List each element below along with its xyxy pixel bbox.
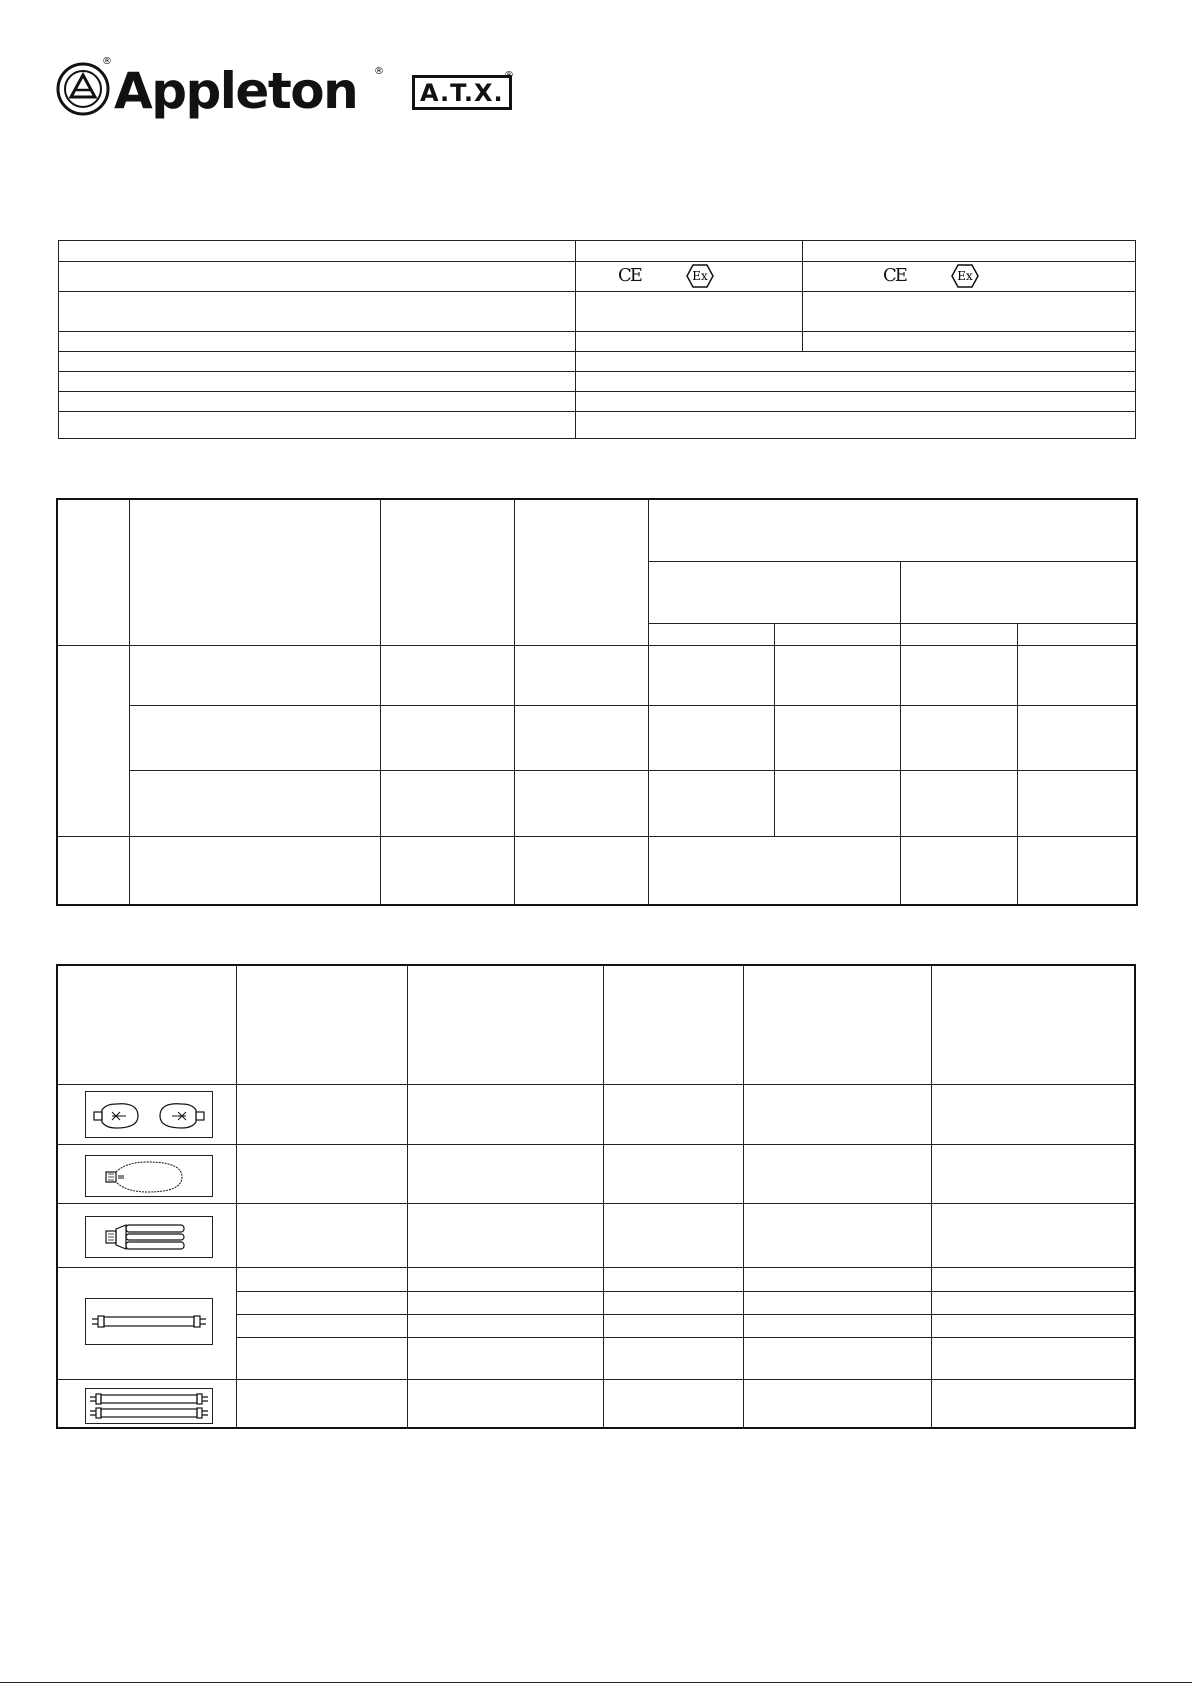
- ex-hexagon-icon: [951, 264, 979, 288]
- table-row: [58, 1204, 1135, 1268]
- footer-rule: [0, 1682, 1192, 1683]
- brand-registered-mark: ®: [374, 66, 384, 77]
- twin-tube-fluorescent-icon: [85, 1388, 213, 1424]
- table-row: [59, 352, 1136, 372]
- table-row: [58, 771, 1137, 837]
- table-row: [58, 706, 1137, 771]
- incandescent-bulbs-icon: [85, 1091, 213, 1138]
- table-row: [58, 646, 1137, 706]
- marking-cell: [803, 262, 1136, 292]
- compact-fluorescent-icon: [85, 1216, 213, 1258]
- table-row: [59, 412, 1136, 439]
- table-row: [59, 332, 1136, 352]
- table-row: [58, 837, 1137, 905]
- emblem-registered-mark: ®: [102, 56, 112, 67]
- table-row: [58, 1268, 1135, 1292]
- ex-mark-text: Ex: [692, 269, 708, 283]
- table-row: [59, 372, 1136, 392]
- tube-fluorescent-icon: [85, 1298, 213, 1345]
- table-row: [59, 241, 1136, 262]
- table-row: [59, 392, 1136, 412]
- table-lamps: [57, 965, 1135, 1428]
- table-row: [58, 1145, 1135, 1204]
- ce-mark-icon: CE: [618, 265, 641, 286]
- table-row: [59, 262, 1136, 292]
- mixed-blended-bulb-icon: [85, 1155, 213, 1197]
- header-logo: [56, 56, 516, 130]
- ex-mark-text: Ex: [957, 269, 973, 283]
- table-ratings: [57, 499, 1137, 905]
- table-header-row: [58, 500, 1137, 562]
- atx-logo: A.T.X.: [412, 75, 512, 110]
- table-general-specs: [58, 240, 1136, 439]
- ex-hexagon-icon: [686, 264, 714, 288]
- atx-registered-mark: ®: [504, 70, 514, 81]
- appleton-emblem-icon: [56, 62, 110, 116]
- table-row: [58, 1380, 1135, 1428]
- table-row: [58, 1085, 1135, 1145]
- marking-cell: [576, 262, 803, 292]
- table-row: [59, 292, 1136, 332]
- ce-mark-icon: CE: [883, 265, 906, 286]
- table-header-row: [58, 966, 1135, 1085]
- brand-name: Appleton: [114, 62, 358, 120]
